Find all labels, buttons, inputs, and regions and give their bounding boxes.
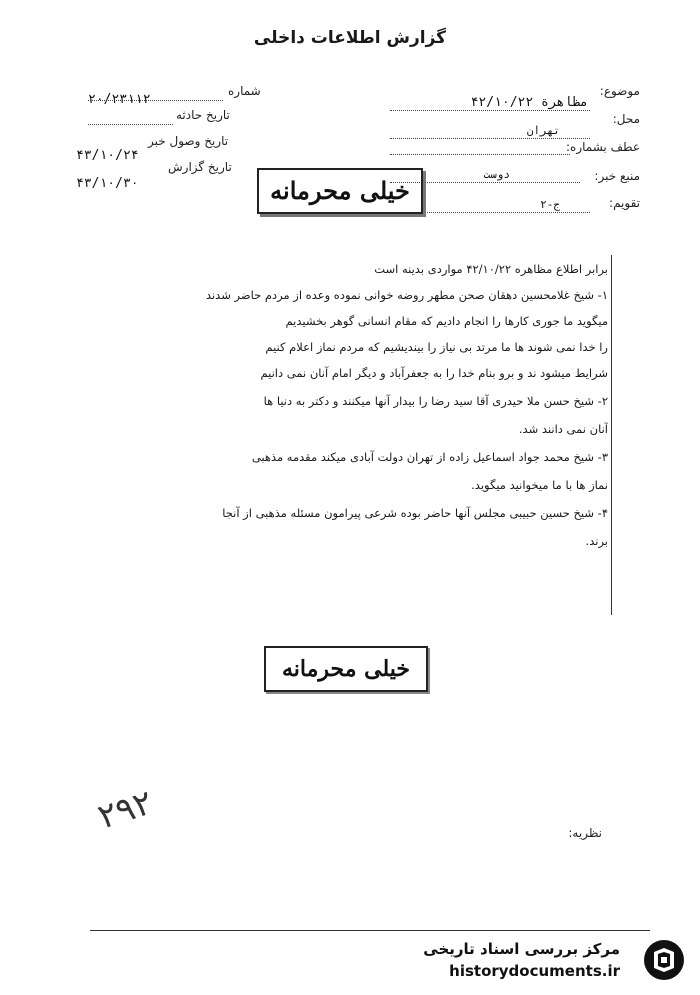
evaluation-value: ج-۲ [540, 198, 560, 211]
event-date-label: تاریخ حادثه [176, 108, 230, 122]
source-value: دوست [483, 168, 510, 181]
logo-url: historydocuments.ir [449, 962, 620, 980]
place-label: محل: [612, 112, 640, 126]
body-line: میگوید ما جوری کارها را انجام دادیم که مقام انسانی گوهر بخشیدیم [285, 314, 608, 328]
report-date-value: ۴۳/۱۰/۳۰ [76, 176, 139, 191]
body-line: برند. [585, 534, 608, 548]
body-line: ۴- شیخ حسین حبیبی مجلس آنها حاضر بوده شرعی پیرامون مسئله مذهبی از آنجا [222, 506, 608, 520]
handwritten-note: ۲۹۲ [93, 782, 158, 838]
number-line [88, 100, 223, 101]
number-label: شماره [228, 84, 261, 98]
archive-emblem-icon [642, 938, 686, 982]
logo-text: مرکز بررسی اسناد تاریخی [423, 940, 620, 958]
number-value: ۲۰/۲۳۱۱۲ [88, 92, 151, 107]
evaluation-label: تقویم: [609, 196, 640, 210]
subject-label: موضوع: [599, 84, 640, 98]
body-line: آنان نمی دانند شد. [518, 422, 608, 436]
ref-label: عطف بشماره: [565, 140, 640, 154]
received-date-label: تاریخ وصول خبر [148, 134, 229, 148]
opinion-label: نظریه: [568, 826, 602, 840]
subject-value: مظاهرة ۴۲/۱۰/۲۲ [470, 95, 588, 110]
place-value: تهران [526, 124, 560, 137]
received-date-value: ۴۳/۱۰/۲۴ [76, 148, 139, 163]
body-line: ۲- شیخ حسن ملا حیدری آقا سید رضا را بیدار آنها میکنند و دکتر به دنیا ها [263, 394, 608, 408]
source-label: منبع خبر: [594, 169, 640, 183]
classification-stamp-top: خیلی محرمانه [257, 168, 423, 214]
body-line: شرایط میشود ند و برو بنام خدا را به جعفرآباد و دیگر امام آنان نمی دانیم [260, 366, 608, 380]
body-line: را خدا نمی شوند ها ما مرتد بی نیاز را بیندیشیم که مردم نماز اعلام کنیم [265, 340, 608, 354]
body-line: نماز ها با ما میخوانید میگوید. [471, 478, 608, 492]
subject-line [390, 110, 590, 111]
classification-stamp-bottom: خیلی محرمانه [264, 646, 428, 692]
body-line: ۳- شیخ محمد جواد اسماعیل زاده از تهران دولت آبادی میکند مقدمه مذهبی [251, 450, 608, 464]
event-date-line [88, 124, 173, 125]
footer-rule [90, 930, 650, 931]
body-line: برابر اطلاع مظاهره ۴۲/۱۰/۲۲ مواردی بدینه است [374, 262, 608, 276]
margin-rule [611, 255, 612, 615]
report-date-label: تاریخ گزارش [168, 160, 232, 174]
place-line [390, 138, 590, 139]
report-body [78, 262, 608, 562]
ref-line [390, 154, 570, 155]
body-line: ۱- شیخ غلامحسین دهقان صحن مطهر روضه خوانی نموده وعده از مردم حاضر شدند [205, 288, 608, 302]
page-title: گزارش اطلاعات داخلی [253, 28, 447, 48]
